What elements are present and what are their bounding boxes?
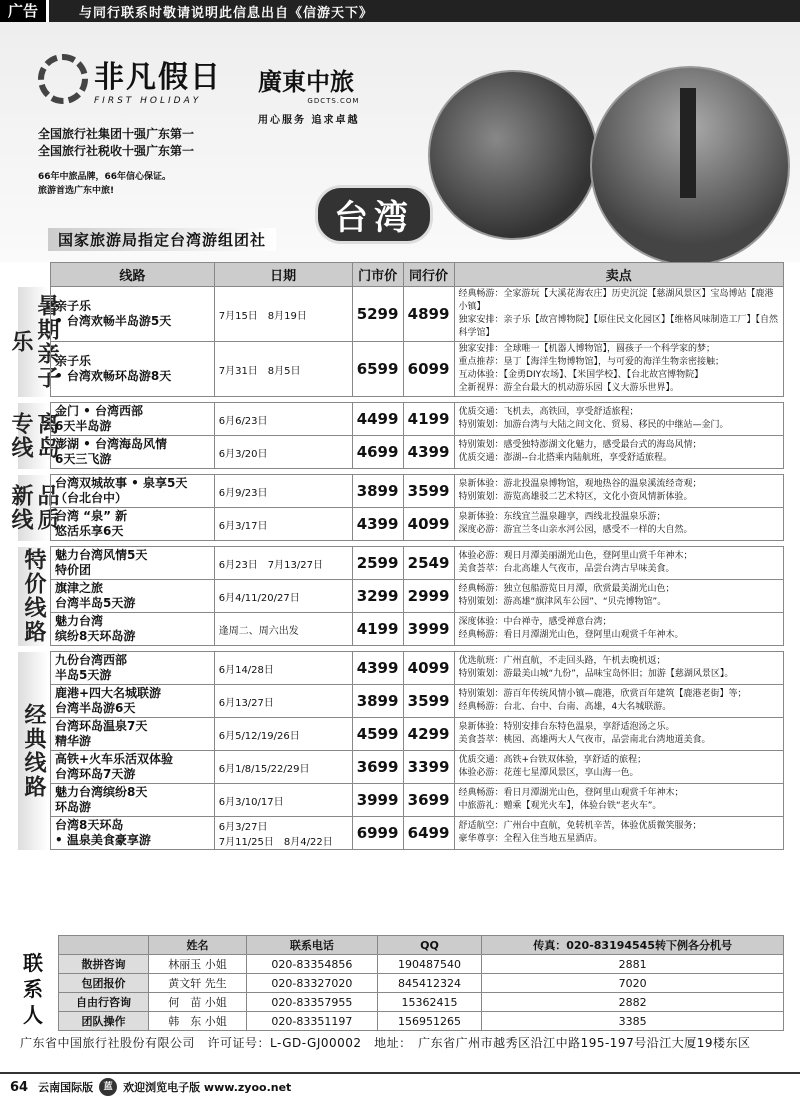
table-row: [51, 613, 784, 646]
departure-date-line: 逢周二、周六出发: [218, 625, 299, 637]
departure-date: [214, 580, 352, 613]
peer-price-line: 4099: [407, 515, 450, 533]
col-date: 日期: [214, 263, 352, 287]
door-price: [352, 784, 403, 817]
contact-service: 包团报价: [59, 974, 149, 993]
route-name-line: 亲子乐: [55, 299, 92, 313]
selling-points-line: 特别策划：感受独特澎湖文化魅力，感受最台式的海岛风情；: [458, 440, 702, 450]
contact-qq: 15362415: [377, 993, 482, 1012]
door-price: [352, 287, 403, 342]
selling-points-line: 独家安排：全球唯一【机器人博物馆】，圆孩子一个科学家的梦；: [458, 344, 716, 354]
route-name: [51, 685, 215, 718]
peer-price: [403, 403, 454, 436]
departure-date: [214, 817, 352, 850]
selling-points-line: 体验必游：花莲七星潭风景区，享山海一色。: [458, 768, 639, 778]
col-door-price: 门市价: [352, 263, 403, 287]
brand-name-en: FIRST HOLIDAY: [94, 96, 202, 106]
selling-points-line: 特别策划：游览高雄驳二艺术特区，文化小资风情新体验。: [458, 492, 693, 502]
selling-points: [454, 475, 783, 508]
sun-icon: [38, 54, 88, 104]
peer-price-line: 2999: [407, 587, 450, 605]
door-price: [352, 403, 403, 436]
contacts-header-row: [59, 936, 784, 955]
peer-price-line: 4199: [407, 410, 450, 428]
route-name: [51, 817, 215, 850]
gdcts-logo: [258, 62, 359, 126]
departure-date: [214, 287, 352, 342]
door-price-line: 2599: [356, 554, 399, 572]
departure-date-line: 6月1/8/15/22/29日: [218, 763, 310, 775]
route-name-line: • 台湾欢畅环岛游8天: [55, 369, 172, 383]
table-row: [51, 342, 784, 397]
section-label: 暑期亲子乐: [18, 287, 48, 397]
table-row: [51, 718, 784, 751]
brand-note: [38, 170, 171, 198]
door-price-line: 6599: [356, 360, 399, 378]
door-price-line: 3299: [356, 587, 399, 605]
taipei-city-photo: [590, 66, 790, 262]
selling-points-line: 泉新体验：东线宜兰温泉趣享，西线北投温泉乐游；: [458, 512, 666, 522]
route-name-line: 精华游: [55, 734, 92, 748]
contact-ext: 2881: [482, 955, 784, 974]
selling-points-line: 泉新体验：游北投温泉博物馆，观地热谷的温泉溪流经奇观；: [458, 479, 702, 489]
door-price: [352, 817, 403, 850]
route-name-line: 特价团: [55, 563, 92, 577]
contact-qq: 156951265: [377, 1012, 482, 1031]
table-row: [51, 817, 784, 850]
door-price: [352, 547, 403, 580]
route-name-line: 金门 • 台湾西部: [55, 404, 144, 418]
brand-note-line: 66年中旅品牌，66年信心保证。: [38, 172, 172, 182]
table-row: [51, 436, 784, 469]
route-name-line: • 台湾欢畅半岛游5天: [55, 314, 172, 328]
selling-points-line: 豪华尊享：全程入住当地五星酒店。: [458, 834, 603, 844]
col-route: 线路: [51, 263, 215, 287]
route-name-line: 澎湖 • 台湾海岛风情: [55, 437, 168, 451]
departure-date: [214, 718, 352, 751]
selling-points-line: 互动体验：【金勇DIY农场】、【米国学校】、【台北故宫博物院】: [458, 370, 704, 380]
route-name-line: 鹿港+四大名城联游: [55, 686, 162, 700]
selling-points-line: 特别策划：游高雄“旗津风车公园”、“贝壳博物馆”。: [458, 597, 667, 607]
route-name-line: 6天三飞游: [55, 452, 112, 466]
website-link[interactable]: 欢迎浏览电子版 www.zyoo.net: [123, 1081, 292, 1094]
selling-points: [454, 436, 783, 469]
table-row: [51, 580, 784, 613]
door-price: [352, 613, 403, 646]
selling-points-line: 深度必游：游宜兰冬山亲水河公园，感受不一样的大自然。: [458, 525, 693, 535]
departure-date: [214, 436, 352, 469]
route-name-line: 台湾环岛7天游: [55, 767, 136, 781]
notice-text: 与同行联系时敬请说明此信息出自《信游天下》: [79, 5, 374, 21]
departure-date: [214, 751, 352, 784]
top-banner: [0, 0, 800, 22]
departure-date: [214, 547, 352, 580]
route-name-line: 台湾 “泉” 新: [55, 509, 128, 523]
route-name: [51, 403, 215, 436]
route-name: [51, 508, 215, 541]
section-label: 品质新线: [18, 475, 48, 541]
door-price: [352, 652, 403, 685]
contacts-table: [58, 935, 784, 1031]
contact-qq: 190487540: [377, 955, 482, 974]
door-price: [352, 475, 403, 508]
route-name-line: 九份台湾西部: [55, 653, 128, 667]
rank-line: 全国旅行社税收十强广东第一: [38, 144, 195, 158]
departure-date-line: 6月23日 7月13/27日: [218, 559, 323, 571]
contacts-col-ext: 传真：020-83194545转下例各分机号: [482, 936, 784, 955]
departure-date-line: 6月6/23日: [218, 415, 268, 427]
peer-price: [403, 652, 454, 685]
route-name: [51, 475, 215, 508]
selling-points-line: 重点推荐：垦丁【海洋生物博物馆】，与可爱的海洋生物亲密接触；: [458, 357, 725, 367]
selling-points-line: 独家安排：亲子乐【故宫博物院】【原住民文化园区】【维格风味制造工厂】【自然科学馆】: [458, 315, 779, 338]
table-row: [51, 751, 784, 784]
selling-points: [454, 751, 783, 784]
peer-price: [403, 613, 454, 646]
selling-points: [454, 508, 783, 541]
selling-points-line: 优质交通：高铁+台铁双体验，享舒适的旅程；: [458, 755, 647, 765]
company-info: 广东省中国旅行社股份有限公司 许可证号：L-GD-GJ00002 地址： 广东省广州市越秀区沿江中路195-197号沿江大厦19楼东区: [20, 1036, 751, 1050]
door-price-line: 4699: [356, 443, 399, 461]
departure-date-line: 6月4/11/20/27日: [218, 592, 300, 604]
gdcts-brand: 廣東中旅: [258, 67, 354, 96]
route-name-line: （台北台中）: [55, 491, 128, 505]
contact-name: 何 苗 小姐: [149, 993, 247, 1012]
selling-points-line: 特别策划：游最美山城“九份”，品味宝岛怀旧；加游【慈湖风景区】。: [458, 669, 734, 679]
door-price: [352, 436, 403, 469]
peer-price: [403, 436, 454, 469]
contact-qq: 845412324: [377, 974, 482, 993]
selling-points-line: 经典畅游：看日月潭湖光山色，登阿里山观赏千年神木。: [458, 630, 684, 640]
route-name: [51, 580, 215, 613]
edition-label: 云南国际版: [38, 1081, 94, 1094]
selling-points: [454, 718, 783, 751]
section-label: 离岛专线: [18, 403, 48, 469]
departure-date-line: 6月9/23日: [218, 487, 268, 499]
route-name-line: 魅力台湾: [55, 614, 104, 628]
peer-price: [403, 475, 454, 508]
door-price-line: 3699: [356, 758, 399, 776]
departure-date: [214, 508, 352, 541]
selling-points-line: 经典畅游：台北、台中、台南、高雄，4大名城联游。: [458, 702, 672, 712]
route-name-line: 魅力台湾缤纷8天: [55, 785, 148, 799]
route-name-line: 高铁+火车乐活双体验: [55, 752, 174, 766]
departure-date: [214, 475, 352, 508]
contact-name: 林丽玉 小姐: [149, 955, 247, 974]
selling-points-line: 舒适航空：广州台中直航，免转机辛苦，体验优质微笑服务；: [458, 821, 702, 831]
peer-price-line: 6499: [407, 824, 450, 842]
door-price-line: 4499: [356, 410, 399, 428]
door-price: [352, 342, 403, 397]
door-price-line: 6999: [356, 824, 399, 842]
departure-date-line: 6月13/27日: [218, 697, 274, 709]
departure-date: [214, 685, 352, 718]
routes-table: [50, 262, 784, 850]
departure-date-line: 7月15日 8月19日: [218, 310, 307, 322]
contact-service: 散拼咨询: [59, 955, 149, 974]
selling-points-line: 美食荟萃：台北高雄人气夜市，品尝台湾古早味美食。: [458, 564, 675, 574]
departure-date: [214, 342, 352, 397]
contacts-col-service: [59, 936, 149, 955]
selling-points: [454, 784, 783, 817]
peer-price-line: 3599: [407, 692, 450, 710]
route-name-line: 旗津之旅: [55, 581, 104, 595]
selling-points: [454, 580, 783, 613]
selling-points-line: 中旅游礼：赠乘【观光火车】，体验台铁“老火车”。: [458, 801, 662, 811]
section-label: 特价线路: [18, 547, 48, 646]
table-row: [51, 784, 784, 817]
contact-service: 自由行咨询: [59, 993, 149, 1012]
departure-date: [214, 613, 352, 646]
route-name: [51, 751, 215, 784]
peer-price: [403, 784, 454, 817]
door-price-line: 3899: [356, 482, 399, 500]
selling-points-line: 经典畅游：独立包船游览日月潭，欣赏最美湖光山色；: [458, 584, 675, 594]
departure-date-line: 6月5/12/19/26日: [218, 730, 300, 742]
route-name: [51, 287, 215, 342]
first-holiday-logo: [38, 52, 222, 106]
selling-points: [454, 652, 783, 685]
selling-points-line: 经典畅游：看日月潭湖光山色，登阿里山观赏千年神木；: [458, 788, 684, 798]
route-name: [51, 342, 215, 397]
route-name-line: • 温泉美食豪享游: [55, 833, 151, 847]
route-name: [51, 718, 215, 751]
route-name-line: 环岛游: [55, 800, 92, 814]
door-price: [352, 508, 403, 541]
departure-date: [214, 784, 352, 817]
contact-service: 团队操作: [59, 1012, 149, 1031]
contact-ext: 2882: [482, 993, 784, 1012]
selling-points: [454, 287, 783, 342]
selling-points: [454, 613, 783, 646]
contact-ext: 3385: [482, 1012, 784, 1031]
table-row: [51, 652, 784, 685]
door-price-line: 4199: [356, 620, 399, 638]
table-row: [51, 685, 784, 718]
route-name-line: 台湾双城故事 • 泉享5天: [55, 476, 188, 490]
route-name: [51, 613, 215, 646]
brand-name: 非凡假日: [94, 60, 222, 95]
col-features: 卖点: [454, 263, 783, 287]
door-price-line: 4599: [356, 725, 399, 743]
peer-price-line: 3699: [407, 791, 450, 809]
door-price: [352, 685, 403, 718]
departure-date-line: 6月3/27日: [218, 822, 268, 833]
door-price: [352, 580, 403, 613]
route-name-line: 6天半岛游: [55, 419, 112, 433]
contact-name: 黄文轩 先生: [149, 974, 247, 993]
rank-line: 全国旅行社集团十强广东第一: [38, 127, 195, 141]
contact-label: 联系人: [23, 951, 43, 1027]
contact-row: [59, 993, 784, 1012]
door-price-line: 4399: [356, 659, 399, 677]
peer-price: [403, 817, 454, 850]
selling-points: [454, 685, 783, 718]
train-photo: [428, 70, 598, 240]
table-row: [51, 475, 784, 508]
table-row: [51, 508, 784, 541]
selling-points-line: 特别策划：游百年传统风情小镇—鹿港，欣赏百年建筑【鹿港老街】等；: [458, 689, 747, 699]
route-name-line: 亲子乐: [55, 354, 92, 368]
table-header-row: [51, 263, 784, 287]
table-row: [51, 403, 784, 436]
door-price-line: 3999: [356, 791, 399, 809]
peer-price-line: 3599: [407, 482, 450, 500]
contacts-col-phone: 联系电话: [247, 936, 378, 955]
selling-points-line: 深度体验：中台禅寺，感受禅意台湾；: [458, 617, 612, 627]
door-price: [352, 718, 403, 751]
selling-points-line: 经典畅游：全家游玩【大溪花海农庄】历史沉淀【慈湖风景区】宝岛博站【鹿港小镇】: [458, 289, 774, 312]
selling-points: [454, 342, 783, 397]
selling-points: [454, 817, 783, 850]
ad-tag: 广告: [0, 0, 49, 22]
route-name-line: 魅力台湾风情5天: [55, 548, 148, 562]
col-peer-price: 同行价: [403, 263, 454, 287]
table-row: [51, 287, 784, 342]
door-price-line: 3899: [356, 692, 399, 710]
peer-price-line: 4299: [407, 725, 450, 743]
selling-points-line: 优选航班：广州直航，不走回头路，午机去晚机返；: [458, 656, 666, 666]
designated-banner: 国家旅游局指定台湾游组团社: [48, 228, 276, 251]
selling-points-line: 美食荟萃：桃园、高雄两大人气夜市，品尝南北台湾地道美食。: [458, 735, 711, 745]
peer-price: [403, 685, 454, 718]
departure-date-line: 6月3/10/17日: [218, 796, 284, 808]
peer-price-line: 4099: [407, 659, 450, 677]
contacts-col-qq: QQ: [377, 936, 482, 955]
route-name: [51, 652, 215, 685]
peer-price: [403, 287, 454, 342]
table-row: [51, 547, 784, 580]
contact-row: [59, 955, 784, 974]
ad-header: [0, 22, 800, 262]
contact-ext: 7020: [482, 974, 784, 993]
departure-date-line: 6月3/17日: [218, 520, 268, 532]
contact-row: [59, 1012, 784, 1031]
route-name-line: 悠活乐享6天: [55, 524, 124, 538]
page-footer: [0, 1072, 800, 1100]
route-name: [51, 547, 215, 580]
selling-points-line: 体验必游：观日月潭美丽湖光山色，登阿里山赏千年神木；: [458, 551, 693, 561]
peer-price: [403, 580, 454, 613]
peer-price: [403, 547, 454, 580]
peer-price-line: 2549: [407, 554, 450, 572]
contact-phone: 020-83327020: [247, 974, 378, 993]
peer-price-line: 6099: [407, 360, 450, 378]
contact-row: [59, 974, 784, 993]
departure-date-line: 6月14/28日: [218, 664, 274, 676]
door-price-line: 4399: [356, 515, 399, 533]
section-label: 经典线路: [18, 652, 48, 850]
door-price: [352, 751, 403, 784]
peer-price: [403, 508, 454, 541]
contact-phone: 020-83351197: [247, 1012, 378, 1031]
taipei-101-icon: [680, 88, 696, 198]
contact-name: 韩 东 小姐: [149, 1012, 247, 1031]
route-name-line: 台湾环岛温泉7天: [55, 719, 148, 733]
slogan: 用心服务 追求卓越: [258, 115, 360, 126]
contacts-col-name: 姓名: [149, 936, 247, 955]
peer-price-line: 4899: [407, 305, 450, 323]
route-name-line: 台湾半岛游6天: [55, 701, 136, 715]
destination-title: 台湾: [315, 185, 433, 244]
route-name-line: 台湾半岛5天游: [55, 596, 136, 610]
contact-phone: 020-83354856: [247, 955, 378, 974]
selling-points-line: 泉新体验：特别安排台东特色温泉，享舒适泡汤之乐。: [458, 722, 675, 732]
selling-points-line: 全新视界：游全台最大的机动游乐园【义大游乐世界】。: [458, 383, 680, 393]
selling-points-line: 优质交通：澎湖--台北搭乘内陆航班，享受舒适旅程。: [458, 453, 673, 463]
peer-price-line: 3999: [407, 620, 450, 638]
lan-logo-icon: 蓝: [99, 1078, 117, 1096]
gdcts-site: GDCTS.COM: [307, 97, 360, 105]
page-number: 64: [10, 1079, 29, 1095]
departure-date: [214, 652, 352, 685]
brand-note-line: 旅游首选广东中旅!: [38, 186, 115, 196]
peer-price: [403, 718, 454, 751]
departure-date-line: 6月3/20日: [218, 448, 268, 460]
rank-lines: [38, 126, 194, 160]
route-name-line: 半岛5天游: [55, 668, 112, 682]
selling-points-line: 特别策划：加游台湾与大陆之间文化、贸易、移民的中继站—金门。: [458, 420, 729, 430]
peer-price-line: 4399: [407, 443, 450, 461]
selling-points: [454, 547, 783, 580]
selling-points: [454, 403, 783, 436]
peer-price-line: 3399: [407, 758, 450, 776]
departure-date: [214, 403, 352, 436]
route-name-line: 缤纷8天环岛游: [55, 629, 136, 643]
route-name: [51, 436, 215, 469]
departure-date-line: 7月11/25日 8月4/22日: [218, 837, 333, 848]
peer-price: [403, 342, 454, 397]
peer-price: [403, 751, 454, 784]
door-price-line: 5299: [356, 305, 399, 323]
route-name: [51, 784, 215, 817]
departure-date-line: 7月31日 8月5日: [218, 365, 301, 377]
contact-phone: 020-83357955: [247, 993, 378, 1012]
selling-points-line: 优质交通：飞机去，高铁回，享受舒适旅程；: [458, 407, 639, 417]
route-name-line: 台湾8天环岛: [55, 818, 124, 832]
